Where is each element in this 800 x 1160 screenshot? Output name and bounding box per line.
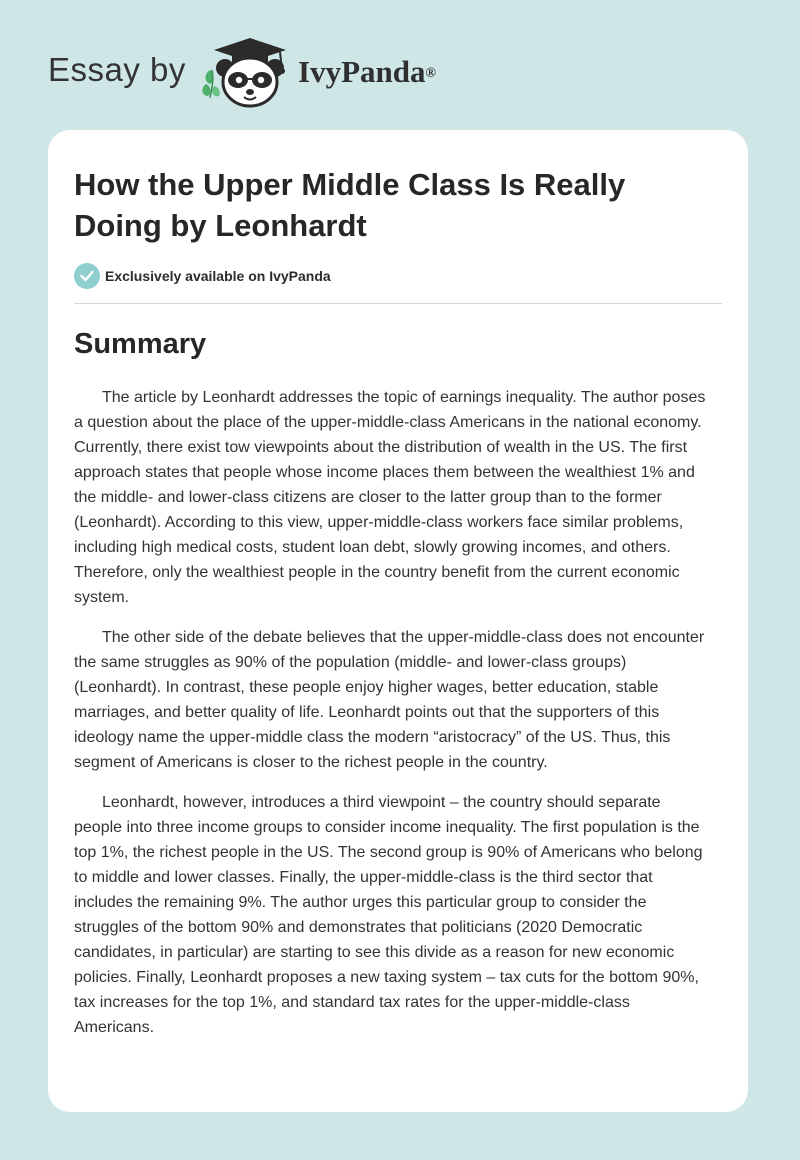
exclusive-badge bbox=[74, 263, 331, 289]
registered-mark: ® bbox=[425, 66, 436, 81]
divider bbox=[74, 303, 722, 304]
essay-card bbox=[48, 130, 748, 1112]
site-header bbox=[0, 0, 800, 120]
section-heading: Summary bbox=[74, 328, 207, 360]
brand-text: IvyPanda bbox=[298, 54, 426, 89]
paragraph: The article by Leonhardt addresses the topic of earnings inequality. The author poses a question about the place of the upper-middle-class Americans in the national economy. Currently, there exist tow viewpoints about the distribution of wealth in the US. The first approach states that people whose income places them between the wealthiest 1% and the middle- and lower-class citizens are closer to the latter group than to the former (Leonhardt). According to this view, upper-middle-class workers face similar problems, including high medical costs, student loan debt, slowly growing incomes, and others. Therefore, only the wealthiest people in the country benefit from the current economic system. bbox=[74, 389, 706, 606]
paragraph: The other side of the debate believes that the upper-middle-class does not encounter the same struggles as 90% of the population (middle- and lower-class groups) (Leonhardt). In contrast, these people enjoy higher wages, better education, stable marriages, and better quality of life. Leonhardt points out that the supporters of this ideology name the upper-middle class the modern “aristocracy” of the US. Thus, this segment of Americans is closer to the richest people in the country. bbox=[74, 629, 705, 771]
essay-body bbox=[74, 385, 708, 1055]
check-icon bbox=[74, 263, 100, 289]
brand-name[interactable] bbox=[298, 52, 436, 92]
panda-graduate-icon[interactable] bbox=[200, 36, 292, 110]
paragraph: Leonhardt, however, introduces a third viewpoint – the country should separate people into three income groups to consider income inequality. The first population is the top 1%, the richest people in the US. The second group is 90% of Americans who belong to middle and lower classes. Finally, the upper-middle-class is the third sector that includes the remaining 9%. The author urges this particular group to consider the struggles of the bottom 90% and demonstrates that politicians (2020 Democratic candidates, in particular) are starting to see this divide as a reason for new economic policies. Finally, Leonhardt proposes a new taxing system – tax cuts for the bottom 90%, tax increases for the top 1%, and standard tax rates for the upper-middle-class Americans. bbox=[74, 794, 703, 1036]
essay-by-label: Essay by bbox=[48, 51, 186, 88]
essay-title: How the Upper Middle Class Is Really Doing by Leonhardt bbox=[74, 167, 626, 243]
badge-label: Exclusively available on IvyPanda bbox=[105, 268, 331, 284]
ivy-leaf-icon bbox=[202, 70, 219, 98]
